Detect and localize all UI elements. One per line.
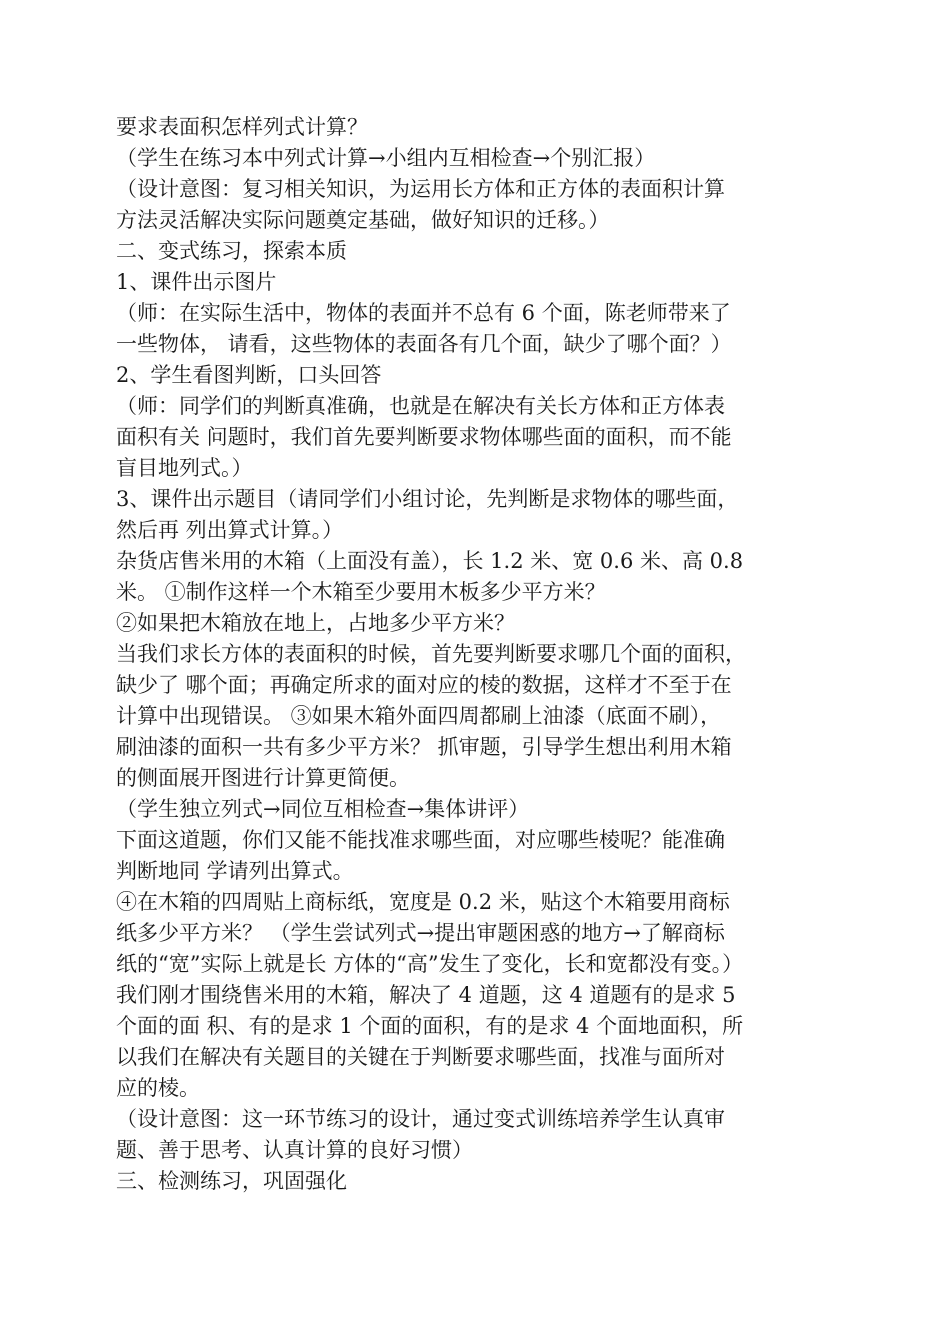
text-line: 下面这道题，你们又能不能找准求哪些面，对应哪些棱呢？能准确 xyxy=(116,828,725,852)
text-line: 纸的“宽”实际上就是长 方体的“高”发生了变化，长和宽都没有变。） xyxy=(116,952,744,976)
text-line: （学生在练习本中列式计算→小组内互相检查→个别汇报） xyxy=(116,146,656,170)
text-line: 要求表面积怎样列式计算？ xyxy=(116,115,368,139)
text-line: 当我们求长方体的表面积的时候，首先要判断要求哪几个面的面积， xyxy=(116,642,746,666)
text-line: （学生独立列式→同位互相检查→集体讲评） xyxy=(116,797,530,821)
text-line: （师：在实际生活中，物体的表面并不总有 6 个面，陈老师带来了 xyxy=(116,301,731,325)
text-line: （设计意图：复习相关知识，为运用长方体和正方体的表面积计算 xyxy=(116,177,725,201)
text-line: 方法灵活解决实际问题奠定基础，做好知识的迁移。） xyxy=(116,208,610,232)
text-line: 纸多少平方米？ （学生尝试列式→提出审题困惑的地方→了解商标 xyxy=(116,921,725,945)
text-line: （设计意图：这一环节练习的设计，通过变式训练培养学生认真审 xyxy=(116,1107,725,1131)
text-line: （师：同学们的判断真准确，也就是在解决有关长方体和正方体表 xyxy=(116,394,725,418)
text-line: 我们刚才围绕售米用的木箱，解决了 4 道题，这 4 道题有的是求 5 xyxy=(116,983,736,1007)
text-line: 盲目地列式。） xyxy=(116,456,253,480)
text-line: 应的棱。 xyxy=(116,1076,200,1100)
text-line: 题、善于思考、认真计算的良好习惯） xyxy=(116,1138,473,1162)
text-line: ④在木箱的四周贴上商标纸，宽度是 0.2 米，贴这个木箱要用商标 xyxy=(116,890,730,914)
section-heading: 三、检测练习，巩固强化 xyxy=(116,1169,347,1193)
text-line: 3、课件出示题目（请同学们小组讨论，先判断是求物体的哪些面， xyxy=(116,487,739,511)
text-line: 然后再 列出算式计算。） xyxy=(116,518,344,542)
text-line: 杂货店售米用的木箱（上面没有盖），长 1.2 米、宽 0.6 米、高 0.8 xyxy=(116,549,744,573)
text-line: ②如果把木箱放在地上，占地多少平方米？ xyxy=(116,611,515,635)
text-line: 米。 ①制作这样一个木箱至少要用木板多少平方米？ xyxy=(116,580,606,604)
document-body xyxy=(116,112,856,1197)
text-line: 1、课件出示图片 xyxy=(116,270,277,294)
text-line: 判断地同 学请列出算式。 xyxy=(116,859,354,883)
text-line: 缺少了 哪个面；再确定所求的面对应的棱的数据，这样才不至于在 xyxy=(116,673,732,697)
text-line: 个面的面 积、有的是求 1 个面的面积，有的是求 4 个面地面积，所 xyxy=(116,1014,744,1038)
text-line: 计算中出现错误。 ③如果木箱外面四周都刷上油漆（底面不刷）， xyxy=(116,704,722,728)
text-line: 2、学生看图判断，口头回答 xyxy=(116,363,382,387)
text-line: 的侧面展开图进行计算更简便。 xyxy=(116,766,410,790)
text-line: 刷油漆的面积一共有多少平方米？ 抓审题，引导学生想出利用木箱 xyxy=(116,735,732,759)
section-heading: 二、变式练习，探索本质 xyxy=(116,239,347,263)
text-line: 一些物体， 请看，这些物体的表面各有几个面，缺少了哪个面？） xyxy=(116,332,732,356)
text-line: 面积有关 问题时，我们首先要判断要求物体哪些面的面积，而不能 xyxy=(116,425,732,449)
text-line: 以我们在解决有关题目的关键在于判断要求哪些面，找准与面所对 xyxy=(116,1045,725,1069)
